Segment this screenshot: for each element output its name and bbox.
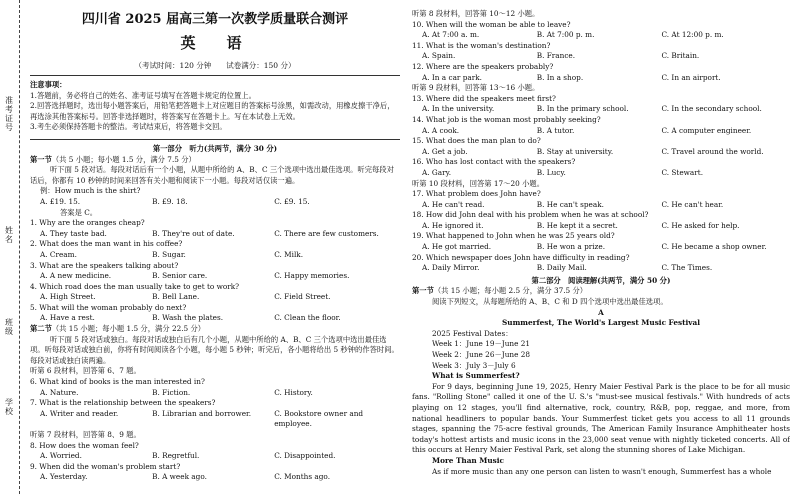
question: 5. What will the woman probably do next? A. Have a rest. B. Wash the plates. C. Clean the floor. xyxy=(30,302,341,323)
subheading: More Than Music xyxy=(432,455,504,465)
question: 11. What is the woman's destination? A. Spain. B. France. C. Britain. xyxy=(412,40,700,61)
question: 15. What does the man plan to do? A. Get a job. B. Stay at university. C. Travel around the world. xyxy=(412,136,764,156)
example-options: A. £19. 15. B. £9. 18. C. £9. 15. xyxy=(40,196,310,206)
paragraph: For 9 days, beginning June 19, 2025, Henry Maier Festival Park is the place to be for all music fans. "Rolling Stone" called it one of the U. S.'s "must-see musical festivals." With hundreds of acts playing on 12 stages, you'll find alternative, rock, country, R&B, pop, reggae, and more, from national headliners to popular bands. Your Summerfest ticket gets you access to all 11 grounds stages, spanning the 75-acre festival grounds, The American Family Insurance Amphitheater hosts today's hottest artists and music icons in the 23,000 seat venue with nightly ticketed concerts. All of this occurs at Henry Maier Festival Park, set along the stunning shores of Lake Michigan. xyxy=(412,381,790,455)
question: 14. What job is the woman most probably seeking? A. A cook. B. A tutor. C. A computer engineer. xyxy=(412,114,752,135)
subheading: What is Summerfest? xyxy=(432,371,520,381)
notes-item: 2.回答选择题时，选出每小题答案后，用铅笔把答题卡上对应题目的答案标号涂黑，如需改动，用橡皮擦干净后，再选涂其他答案标号。回答非选择题时，将答案写在答题卡上。写在本试卷上无效。 xyxy=(30,101,395,121)
material-intro: 听第 7 段材料，回答第 8、9 题。 xyxy=(30,430,141,439)
part2-heading: 第二部分 阅读理解(共两节，满分 50 分) xyxy=(531,275,671,285)
article-title: Summerfest, The World's Largest Music Festival xyxy=(502,318,700,328)
notes-heading: 注意事项： xyxy=(30,80,67,89)
paragraph: As if more music than any one person can listen to wasn't enough, Summerfest has a whole xyxy=(432,466,772,476)
week-item: Week 2：June 26－June 28 xyxy=(432,350,531,359)
passage-letter: A xyxy=(598,307,604,317)
question: 20. Which newspaper does John have difficulty in reading? A. Daily Mirror. B. Daily Mail. C. The Times. xyxy=(412,252,713,273)
question: 19. What happened to John when he was 25 years old? A. He got married. B. He won a prize. C. He became a shop owner. xyxy=(412,231,767,252)
section2-instructions: 听下面 5 段对话或独白。每段对话或独白后有几个小题，从题中所给的 A、B、C 三个选项中选出最佳选项。听每段对话或独白前，你将有时间阅读各个小题，每小题 5 秒钟；听完后，各小题将给出 5 秒钟的作答时间。每段对话或独白读两遍。 xyxy=(30,334,399,365)
notes-block xyxy=(30,80,400,133)
binding-label-exam-number: 准考证号 xyxy=(5,96,13,132)
week-item: Week 1：June 19－June 21 xyxy=(432,339,531,349)
question: 9. When did the woman's problem start? A. Yesterday. B. A week ago. C. Months ago. xyxy=(30,461,331,482)
exam-title: 四川省 2025 届高三第一次教学质量联合测评 xyxy=(81,12,349,27)
part2-instructions: 阅读下列短文，从每题所给的 A、B、C 和 D 四个选项中选出最佳选项。 xyxy=(432,297,668,307)
divider xyxy=(30,139,400,140)
exam-info: （考试时间：120 分钟 试卷满分：150 分） xyxy=(134,61,296,70)
example-question: 例：How much is the shirt? xyxy=(40,186,141,196)
notes-item: 1.答题前，务必将自己的姓名、准考证号填写在答题卡规定的位置上。 xyxy=(30,90,256,100)
dates-heading: 2025 Festival Dates： xyxy=(432,328,513,338)
week-item: Week 3：July 3－July 6 xyxy=(432,360,516,370)
question: 4. Which road does the man usually take to get to work? A. High Street. B. Bell Lane. C. Field Street. xyxy=(30,281,331,302)
binding-label-class: 班级 xyxy=(5,318,13,336)
example-answer: 答案是 C。 xyxy=(60,207,98,217)
binding-label-school: 学校 xyxy=(5,398,13,416)
material-intro: 听第 6 段材料，回答第 6、7 题。 xyxy=(30,366,141,376)
section2-rule: 第二节（共 15 小题；每小题 1.5 分，满分 22.5 分） xyxy=(30,324,206,334)
question: 8. How does the woman feel? A. Worried. B. Regretful. C. Disappointed. xyxy=(30,440,336,461)
material-intro: 听第 9 段材料，回答第 13～16 小题。 xyxy=(412,83,540,93)
question: 12. Where are the speakers probably? A. In a car park. B. In a shop. C. In an airport. xyxy=(412,61,721,82)
question: 6. What kind of books is the man interested in? A. Nature. B. Fiction. C. History. xyxy=(30,377,313,397)
question: 3. What are the speakers talking about? A. A new medicine. B. Senior care. C. Happy memories. xyxy=(30,260,350,281)
divider xyxy=(30,75,400,76)
binding-strip xyxy=(0,0,26,494)
right-column xyxy=(412,0,790,494)
question: 7. What is the relationship between the speakers? A. Writer and reader. B. Librarian and borrower. C. Bookstore owner and employee. xyxy=(30,398,364,429)
material-intro: 听第 8 段材料，回答第 10～12 小题。 xyxy=(412,9,540,18)
part1-heading: 第一部分 听力(共两节，满分 30 分) xyxy=(152,143,278,153)
section1-instructions: 听下面 5 段对话。每段对话后有一个小题，从题中所给的 A、B、C 三个选项中选出最佳选项。听完每段对话后，你都有 10 秒钟的时间来回答有关小题和阅读下一小题。每段对话仅读一遍。 xyxy=(30,165,394,185)
question: 16. Who has lost contact with the speakers? A. Gary. B. Lucy. C. Stewart. xyxy=(412,157,704,177)
section1-rule: 第一节（共 5 小题；每小题 1.5 分，满分 7.5 分） xyxy=(30,154,196,164)
question: 1. Why are the oranges cheap? A. They taste bad. B. They're out of date. C. There are few customers. xyxy=(30,218,379,238)
left-column xyxy=(30,0,400,494)
binding-cut-line xyxy=(19,0,20,494)
question: 17. What problem does John have? A. He can't read. B. He can't speak. C. He can't hear. xyxy=(412,189,724,209)
subject-title: 英 语 xyxy=(180,34,250,52)
notes-item: 3.考生必须保持答题卡的整洁。考试结束后，将答题卡交回。 xyxy=(30,122,227,132)
part2-section1-rule: 第一节（共 15 小题；每小题 2.5 分，满分 37.5 分） xyxy=(412,286,588,296)
question: 10. When will the woman be able to leave? A. At 7:00 a. m. B. At 7:00 p. m. C. At 12:00 p. m. xyxy=(412,19,724,40)
binding-label-name: 姓名 xyxy=(5,226,13,244)
question: 2. What does the man want in his coffee? A. Cream. B. Sugar. C. Milk. xyxy=(30,239,304,259)
question: 18. How did John deal with his problem when he was at school? A. He ignored it. B. He kept it a secret. C. He asked for help. xyxy=(412,210,740,230)
question: 13. Where did the speakers meet first? A. In the university. B. In the primary school. C. In the secondary school. xyxy=(412,93,762,114)
material-intro: 听第 10 段材料，回答第 17～20 小题。 xyxy=(412,178,544,188)
